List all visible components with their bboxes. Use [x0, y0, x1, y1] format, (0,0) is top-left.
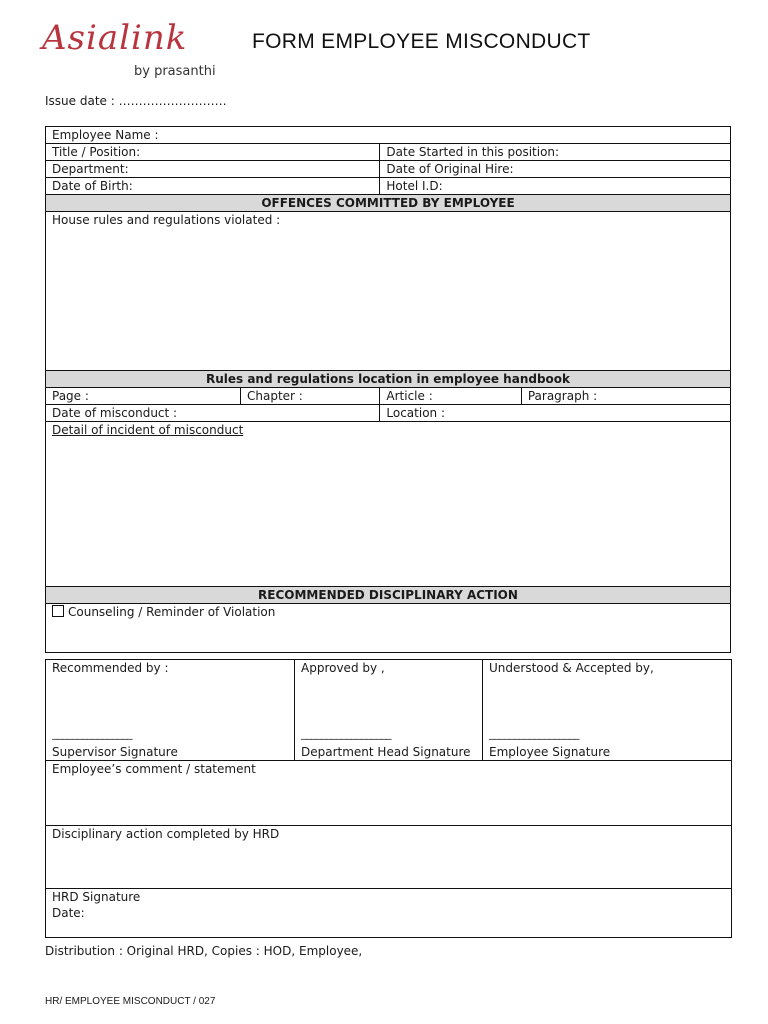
- department-field[interactable]: Department:: [46, 161, 380, 178]
- dob-field[interactable]: Date of Birth:: [46, 178, 380, 195]
- date-started-field[interactable]: Date Started in this position:: [380, 144, 731, 161]
- distribution-note: Distribution : Original HRD, Copies : HOD, Employee,: [45, 944, 363, 958]
- company-logo: [42, 18, 222, 82]
- recommended-by-label: Recommended by :: [52, 661, 169, 675]
- page-field[interactable]: Page :: [46, 388, 241, 405]
- logo-wordmark: Asialink: [42, 18, 188, 58]
- hrd-signature-field[interactable]: [46, 889, 732, 938]
- supervisor-signature-label: Supervisor Signature: [52, 745, 178, 759]
- original-hire-field[interactable]: Date of Original Hire:: [380, 161, 731, 178]
- page-title: FORM EMPLOYEE MISCONDUCT: [252, 30, 591, 53]
- employee-signature-line[interactable]: __________________: [489, 727, 579, 740]
- house-rules-field[interactable]: House rules and regulations violated :: [46, 212, 731, 371]
- incident-detail-label: Detail of incident of misconduct: [52, 423, 244, 437]
- date-misconduct-field[interactable]: Date of misconduct :: [46, 405, 380, 422]
- supervisor-signature-line[interactable]: ________________: [52, 727, 132, 740]
- incident-detail-field[interactable]: [46, 422, 731, 587]
- offences-header: OFFENCES COMMITTED BY EMPLOYEE: [46, 195, 731, 212]
- hotel-id-field[interactable]: Hotel I.D:: [380, 178, 731, 195]
- action-header: RECOMMENDED DISCIPLINARY ACTION: [46, 587, 731, 604]
- approved-by-cell[interactable]: [295, 660, 483, 761]
- checkbox-icon[interactable]: [52, 605, 64, 617]
- location-field[interactable]: Location :: [380, 405, 731, 422]
- issue-date[interactable]: Issue date : ………………………: [45, 94, 227, 108]
- understood-label: Understood & Accepted by,: [489, 661, 654, 675]
- title-position-field[interactable]: Title / Position:: [46, 144, 380, 161]
- footer-code: HR/ EMPLOYEE MISCONDUCT / 027: [45, 996, 216, 1007]
- article-field[interactable]: Article :: [380, 388, 521, 405]
- dept-head-signature-label: Department Head Signature: [301, 745, 471, 759]
- hrd-date-label: Date:: [52, 906, 85, 920]
- employee-signature-label: Employee Signature: [489, 745, 611, 759]
- approved-by-label: Approved by ,: [301, 661, 385, 675]
- employee-comment-field[interactable]: Employee’s comment / statement: [46, 761, 732, 826]
- hrd-signature-label: HRD Signature: [52, 890, 141, 904]
- hrd-completed-field[interactable]: Disciplinary action completed by HRD: [46, 826, 732, 889]
- paragraph-field[interactable]: Paragraph :: [521, 388, 730, 405]
- recommended-by-cell[interactable]: [46, 660, 295, 761]
- logo-subtitle: by prasanthi: [134, 64, 216, 79]
- dept-head-signature-line[interactable]: __________________: [301, 727, 391, 740]
- misconduct-form-table: [45, 126, 731, 653]
- signature-table: [45, 659, 732, 938]
- handbook-header: Rules and regulations location in employee handbook: [46, 371, 731, 388]
- counseling-label: Counseling / Reminder of Violation: [68, 605, 276, 619]
- understood-cell[interactable]: [483, 660, 732, 761]
- counseling-option[interactable]: [46, 604, 731, 653]
- employee-name-field[interactable]: Employee Name :: [46, 127, 731, 144]
- chapter-field[interactable]: Chapter :: [240, 388, 379, 405]
